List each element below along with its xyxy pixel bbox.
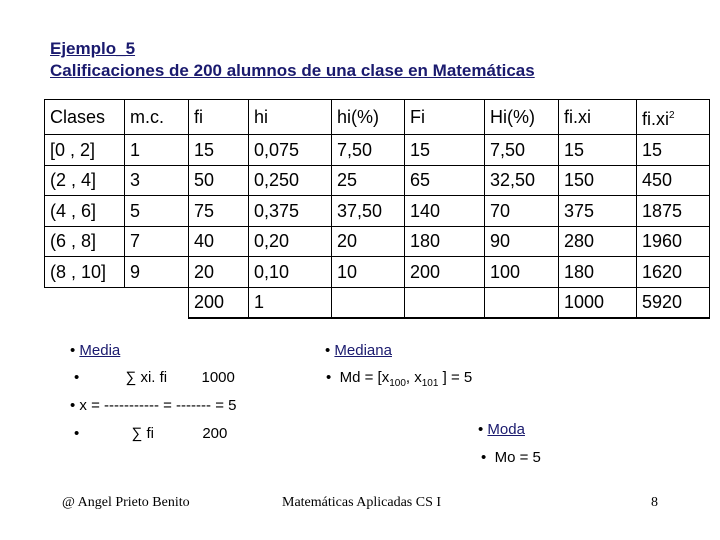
table-cell: 70 (485, 196, 559, 227)
table-cell: 65 (405, 165, 485, 196)
media-equation (70, 397, 236, 414)
bullet: • (74, 425, 80, 442)
header-clases: Clases (45, 100, 125, 135)
table-cell: 9 (125, 257, 189, 288)
table-row (45, 196, 710, 227)
table-cell: 1 (125, 135, 189, 166)
mediana-formula (326, 369, 472, 389)
table-cell-empty (332, 287, 405, 318)
moda-value (481, 449, 541, 466)
denominator-value: 200 (202, 425, 228, 442)
table-cell: 15 (405, 135, 485, 166)
table-cell: 0,375 (249, 196, 332, 227)
table-cell: 7,50 (485, 135, 559, 166)
media-link[interactable]: Media (79, 342, 121, 359)
numerator-sum: ∑ xi. fi (125, 369, 168, 386)
table-cell: 20 (189, 257, 249, 288)
formula-part-a: Md = [x (339, 369, 390, 386)
formula-part-b: , x (405, 369, 422, 386)
table-cell: 280 (559, 226, 637, 257)
table-cell: 450 (637, 165, 710, 196)
table-cell: (6 , 8] (45, 226, 125, 257)
media-heading: • Media (70, 342, 121, 359)
table-cell: 32,50 (485, 165, 559, 196)
table-cell: 140 (405, 196, 485, 227)
denominator-sum: ∑ fi (131, 425, 154, 442)
table-cell: 5 (125, 196, 189, 227)
mediana-link[interactable]: Mediana (334, 342, 392, 359)
table-cell: (4 , 6] (45, 196, 125, 227)
table-cell: 37,50 (332, 196, 405, 227)
table-cell: [0 , 2] (45, 135, 125, 166)
table-cell: 25 (332, 165, 405, 196)
subscript-101: 101 (421, 378, 439, 389)
table-cell: 375 (559, 196, 637, 227)
header-mc: m.c. (125, 100, 189, 135)
header-Fi: Fi (405, 100, 485, 135)
table-cell: 200 (405, 257, 485, 288)
header-hi-pct: hi(%) (332, 100, 405, 135)
media-denominator (74, 425, 227, 442)
table-cell: 100 (485, 257, 559, 288)
table-header-row (45, 100, 710, 135)
frequency-table (44, 99, 710, 319)
table-cell: 10 (332, 257, 405, 288)
bullet: • (326, 369, 332, 386)
table-row (45, 165, 710, 196)
table-cell: 1875 (637, 196, 710, 227)
table-cell: 50 (189, 165, 249, 196)
header-fixi2 (637, 100, 710, 135)
title-line-1: Ejemplo_5 (50, 39, 136, 58)
table-cell: 0,20 (249, 226, 332, 257)
footer-course: Matemáticas Aplicadas CS I (282, 495, 442, 510)
table-cell: 180 (559, 257, 637, 288)
table-cell: 150 (559, 165, 637, 196)
header-hi: hi (249, 100, 332, 135)
title-line-2: Calificaciones de 200 alumnos de una clase en Matemáticas (50, 61, 535, 80)
table-cell: 3 (125, 165, 189, 196)
table-totals-row (45, 287, 710, 318)
formula-part-c: ] = 5 (438, 369, 473, 386)
footer-author: @ Angel Prieto Benito (62, 495, 190, 510)
total-fixi2: 5920 (637, 287, 710, 318)
table-cell-empty (45, 287, 125, 318)
table-cell: 75 (189, 196, 249, 227)
table-cell: 7,50 (332, 135, 405, 166)
table-row (45, 257, 710, 288)
numerator-value: 1000 (201, 369, 235, 386)
subscript-100: 100 (389, 378, 406, 389)
moda-heading: • Moda (478, 421, 525, 438)
table-row (45, 226, 710, 257)
total-hi: 1 (249, 287, 332, 318)
table-cell: (8 , 10] (45, 257, 125, 288)
table-cell-empty (485, 287, 559, 318)
table-cell: 20 (332, 226, 405, 257)
table-cell-empty (405, 287, 485, 318)
page-number: 8 (651, 495, 658, 510)
table-cell: 90 (485, 226, 559, 257)
moda-link[interactable]: Moda (487, 421, 525, 438)
table-cell-empty (125, 287, 189, 318)
table-cell: 7 (125, 226, 189, 257)
equation-fraction-bars: ----------- = ------- (104, 397, 212, 414)
header-fixi2-base: fi.xi (642, 108, 669, 129)
table-cell: 0,250 (249, 165, 332, 196)
table-cell: 0,075 (249, 135, 332, 166)
total-fi: 200 (189, 287, 249, 318)
table-cell: 40 (189, 226, 249, 257)
table-row (45, 135, 710, 166)
media-numerator (74, 369, 235, 386)
bullet: • (481, 449, 487, 466)
table-cell: 1960 (637, 226, 710, 257)
total-fixi: 1000 (559, 287, 637, 318)
table-cell: 15 (189, 135, 249, 166)
moda-formula: Mo = 5 (494, 449, 541, 466)
equation-prefix: • x = (70, 397, 105, 414)
slide-title (50, 38, 535, 82)
header-fixi: fi.xi (559, 100, 637, 135)
header-fi: fi (189, 100, 249, 135)
table-cell: 15 (637, 135, 710, 166)
table-cell: 180 (405, 226, 485, 257)
table-cell: 0,10 (249, 257, 332, 288)
header-Hi-pct: Hi(%) (485, 100, 559, 135)
table-cell: 1620 (637, 257, 710, 288)
table-cell: 15 (559, 135, 637, 166)
bullet: • (74, 369, 80, 386)
header-fixi2-exponent: 2 (669, 109, 675, 121)
mediana-heading: • Mediana (325, 342, 392, 359)
equation-result: = 5 (211, 397, 237, 414)
table-cell: (2 , 4] (45, 165, 125, 196)
